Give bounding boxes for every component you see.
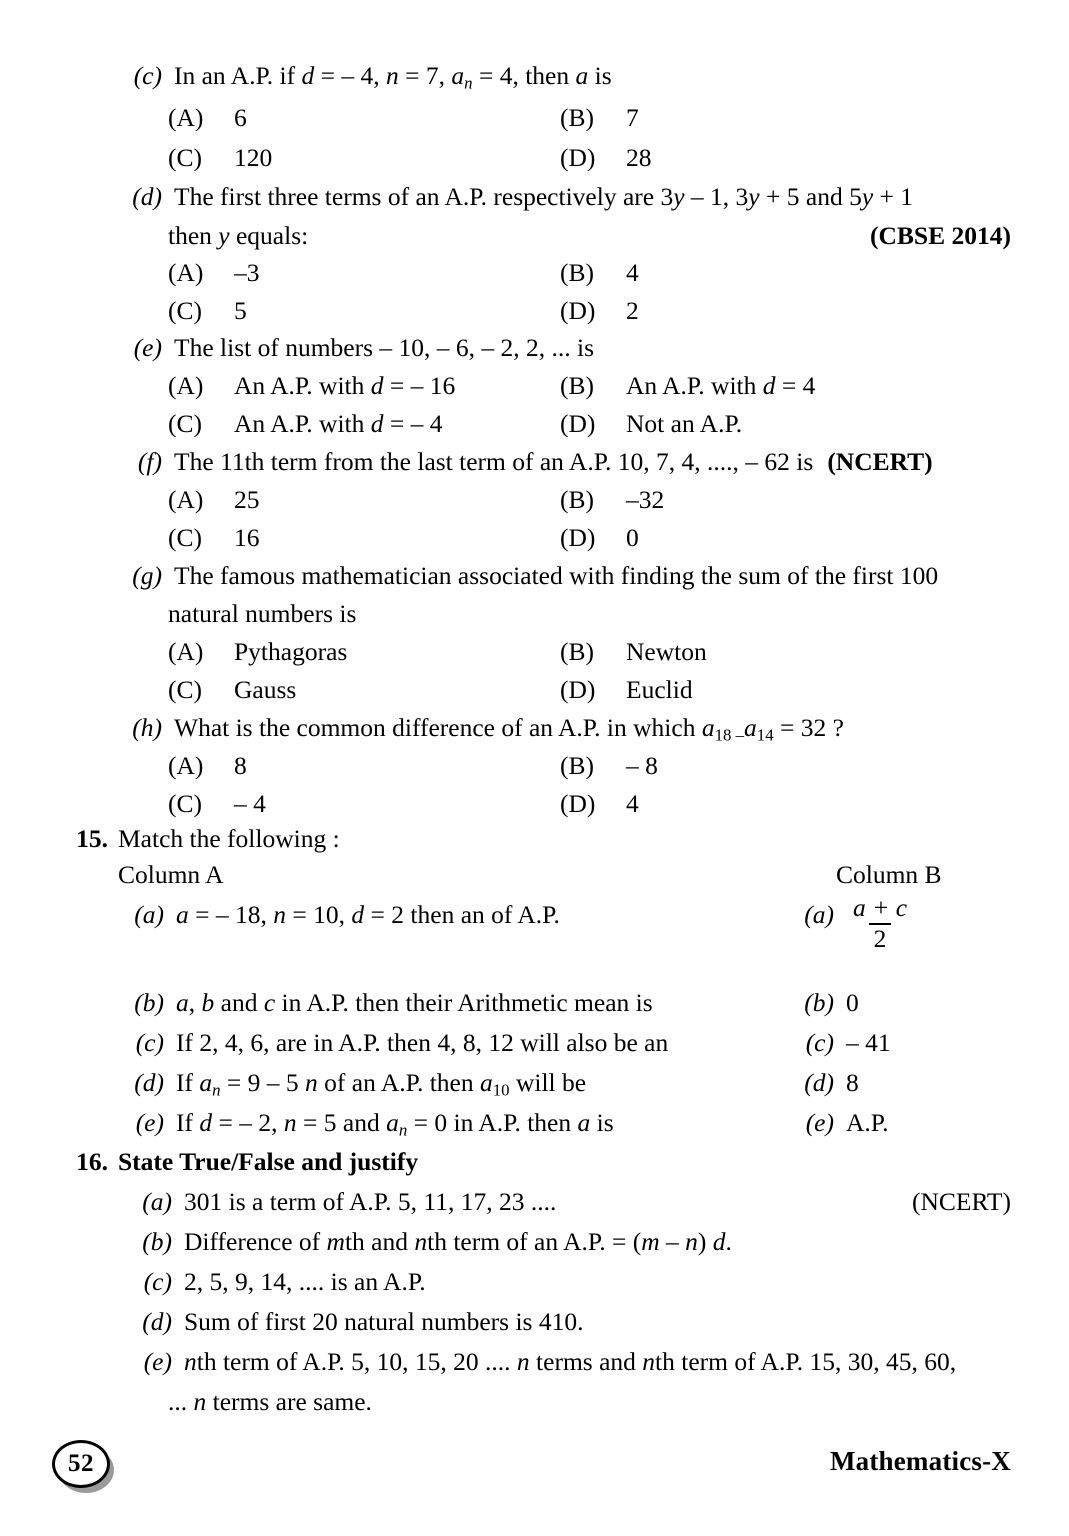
question-c-option-d[interactable] <box>560 139 652 177</box>
option-label: 28 <box>626 143 652 172</box>
option-marker: (B) <box>560 751 594 780</box>
match-b-b-marker: (b) <box>804 988 834 1017</box>
question-c-text: In an A.P. if d = – 4, n = 7, $a_n = 4$, then a is <box>174 61 612 93</box>
option-marker: (A) <box>168 103 204 132</box>
option-label: –32 <box>626 485 665 514</box>
match-e-marker: (e) <box>135 1108 164 1137</box>
match-b-a-marker: (a) <box>804 900 834 929</box>
option-label: 6 <box>234 103 247 132</box>
option-label: Euclid <box>626 675 693 704</box>
question-e-stem <box>108 329 594 367</box>
option-marker: (D) <box>560 296 596 325</box>
question-g-option-c[interactable] <box>168 671 296 709</box>
question-d-option-c[interactable] <box>168 292 247 330</box>
question-e-marker: (e) <box>133 333 162 362</box>
option-label: 16 <box>234 523 260 552</box>
question-h-option-b[interactable] <box>560 747 658 785</box>
match-b-d-marker: (d) <box>804 1068 834 1097</box>
question-16-heading <box>62 1143 418 1181</box>
question-e-option-b[interactable] <box>560 367 815 405</box>
option-label: – 4 <box>234 789 266 818</box>
option-marker: (D) <box>560 789 596 818</box>
question-g-marker: (g) <box>132 561 162 590</box>
option-label: An A.P. with d = – 16 <box>234 371 456 400</box>
question-f-stem <box>108 443 933 481</box>
question-d-marker: (d) <box>132 182 162 211</box>
column-b-header: Column B <box>836 860 942 889</box>
q16-item-e-line1 <box>118 1343 956 1381</box>
question-d-source: (CBSE 2014) <box>870 221 1011 250</box>
option-label: –3 <box>234 258 260 287</box>
match-row-a-right <box>786 893 914 955</box>
option-marker: (D) <box>560 143 596 172</box>
q16-e-text-line2: ... n terms are same. <box>168 1387 372 1416</box>
match-b-d-text: 8 <box>846 1068 859 1097</box>
question-f-option-a[interactable] <box>168 481 260 519</box>
question-15-number: 15. <box>76 824 108 853</box>
q16-e-text-line1: nth term of A.P. 5, 10, 15, 20 .... n terms and nth term of A.P. 15, 30, 45, 60, <box>184 1347 957 1376</box>
option-marker: (B) <box>560 258 594 287</box>
option-label: 5 <box>234 296 247 325</box>
q16-b-text: Difference of mth and nth term of an A.P. = (m – n) d. <box>184 1227 732 1256</box>
option-label: An A.P. with d = – 4 <box>234 409 443 438</box>
match-row-a-left <box>118 896 560 934</box>
question-h-option-d[interactable] <box>560 785 639 823</box>
option-label: 4 <box>626 789 639 818</box>
match-c-text: If 2, 4, 6, are in A.P. then 4, 8, 12 will also be an <box>176 1028 669 1057</box>
option-label: Gauss <box>234 675 297 704</box>
q16-item-e-line2 <box>168 1383 372 1421</box>
option-marker: (B) <box>560 485 594 514</box>
match-b-marker: (b) <box>134 988 164 1017</box>
question-16-title: State True/False and justify <box>118 1147 419 1176</box>
option-marker: (C) <box>168 675 202 704</box>
question-h-marker: (h) <box>132 713 162 742</box>
match-row-e-right <box>786 1104 889 1142</box>
question-e-text: The list of numbers – 10, – 6, – 2, 2, ... is <box>174 333 595 362</box>
question-15-heading <box>62 820 340 858</box>
option-marker: (B) <box>560 637 594 666</box>
page-number: 52 <box>52 1440 110 1488</box>
option-marker: (A) <box>168 258 204 287</box>
option-label: 0 <box>626 523 639 552</box>
option-label: 4 <box>626 258 639 287</box>
question-f-option-b[interactable] <box>560 481 664 519</box>
option-marker: (C) <box>168 143 202 172</box>
match-a-text: a = – 18, n = 10, d = 2 then an of A.P. <box>176 900 560 929</box>
match-c-marker: (c) <box>135 1028 164 1057</box>
q16-item-d <box>118 1303 583 1341</box>
q16-c-text: 2, 5, 9, 14, .... is an A.P. <box>184 1267 426 1296</box>
question-h-option-a[interactable] <box>168 747 247 785</box>
q16-item-c <box>118 1263 426 1301</box>
question-c-stem <box>108 57 612 103</box>
option-label: 7 <box>626 103 639 132</box>
question-d-option-a[interactable] <box>168 254 260 292</box>
option-marker: (B) <box>560 103 594 132</box>
match-row-c-left <box>118 1024 668 1062</box>
question-c-option-b[interactable] <box>560 99 639 137</box>
option-marker: (A) <box>168 637 204 666</box>
question-g-stem-line1 <box>108 557 938 595</box>
question-h-option-c[interactable] <box>168 785 266 823</box>
question-g-text-line2: natural numbers is <box>168 599 357 628</box>
question-c-marker: (c) <box>133 61 162 90</box>
question-f-option-c[interactable] <box>168 519 260 557</box>
option-marker: (B) <box>560 371 594 400</box>
fraction-a-plus-c-over-2: $\frac{a + c}{2}$ <box>853 893 908 953</box>
question-e-option-c[interactable] <box>168 405 443 443</box>
option-label: An A.P. with d = 4 <box>626 371 816 400</box>
option-marker: (D) <box>560 523 596 552</box>
q16-d-text: Sum of first 20 natural numbers is 410. <box>184 1307 584 1336</box>
option-marker: (C) <box>168 789 202 818</box>
question-15-title: Match the following : <box>118 824 340 853</box>
option-marker: (C) <box>168 296 202 325</box>
option-marker: (A) <box>168 751 204 780</box>
option-label: – 8 <box>626 751 658 780</box>
question-e-option-d[interactable] <box>560 405 742 443</box>
match-b-e-marker: (e) <box>805 1108 834 1137</box>
question-d-option-b[interactable] <box>560 254 639 292</box>
q16-a-source: (NCERT) <box>911 1187 1011 1216</box>
match-row-c-right <box>786 1024 891 1062</box>
question-f-source: (NCERT) <box>827 447 933 476</box>
question-c-option-c[interactable] <box>168 139 272 177</box>
option-marker: (C) <box>168 523 202 552</box>
footer-book-title: Mathematics-X <box>829 1446 1011 1476</box>
match-row-d-right <box>786 1064 859 1102</box>
question-d-stem-line1 <box>108 178 913 216</box>
q16-item-a <box>118 1183 556 1221</box>
question-f-option-d[interactable] <box>560 519 639 557</box>
question-f-marker: (f) <box>137 447 162 476</box>
option-label: 25 <box>234 485 260 514</box>
option-label: Not an A.P. <box>626 409 743 438</box>
option-marker: (A) <box>168 485 204 514</box>
q16-a-marker: (a) <box>142 1187 172 1216</box>
question-d-text-line1: The first three terms of an A.P. respectively are 3y – 1, 3y + 5 and 5y + 1 <box>174 182 914 211</box>
option-label: Pythagoras <box>234 637 348 666</box>
option-marker: (D) <box>560 409 596 438</box>
q16-a-text: 301 is a term of A.P. 5, 11, 17, 23 .... <box>184 1187 557 1216</box>
match-b-c-text: – 41 <box>846 1028 891 1057</box>
column-a-header: Column A <box>118 860 224 889</box>
question-g-stem-line2 <box>168 595 356 633</box>
match-a-marker: (a) <box>134 900 164 929</box>
q16-d-marker: (d) <box>142 1307 172 1336</box>
match-e-text: If d = – 2, n = 5 and $a_n = 0$ in A.P. then a is <box>176 1108 614 1140</box>
question-g-option-b[interactable] <box>560 633 707 671</box>
match-d-text: If $a_n = 9 - 5$ n of an A.P. then $a_{10}$ will be <box>176 1068 587 1100</box>
question-e-option-a[interactable] <box>168 367 455 405</box>
q16-item-b <box>118 1223 732 1261</box>
question-c-option-a[interactable] <box>168 99 247 137</box>
question-g-option-a[interactable] <box>168 633 347 671</box>
match-b-e-text: A.P. <box>846 1108 889 1137</box>
question-g-text-line1: The famous mathematician associated with finding the sum of the first 100 <box>174 561 939 590</box>
match-b-text: a, b and c in A.P. then their Arithmetic mean is <box>176 988 653 1017</box>
question-h-text: What is the common difference of an A.P. in which $a_{18 -}a_{14} = 32$ ? <box>174 713 844 745</box>
match-b-c-marker: (c) <box>805 1028 834 1057</box>
question-16-number: 16. <box>76 1147 108 1176</box>
match-d-marker: (d) <box>134 1068 164 1097</box>
question-d-text-line2: then y equals: <box>168 221 309 250</box>
question-f-text: The 11th term from the last term of an A.P. 10, 7, 4, ...., – 62 is <box>174 447 814 476</box>
option-marker: (D) <box>560 675 596 704</box>
question-d-option-d[interactable] <box>560 292 639 330</box>
page-number-badge <box>52 1440 110 1488</box>
match-row-b-left <box>118 984 653 1022</box>
question-g-option-d[interactable] <box>560 671 693 709</box>
option-marker: (A) <box>168 371 204 400</box>
q16-b-marker: (b) <box>142 1227 172 1256</box>
q16-e-marker: (e) <box>143 1347 172 1376</box>
match-row-b-right <box>786 984 859 1022</box>
option-marker: (C) <box>168 409 202 438</box>
option-label: 2 <box>626 296 639 325</box>
match-b-b-text: 0 <box>846 988 859 1017</box>
question-d-stem-line2 <box>168 217 308 255</box>
match-row-d-left <box>118 1064 586 1110</box>
option-label: Newton <box>626 637 707 666</box>
option-label: 120 <box>234 143 273 172</box>
option-label: 8 <box>234 751 247 780</box>
q16-c-marker: (c) <box>143 1267 172 1296</box>
